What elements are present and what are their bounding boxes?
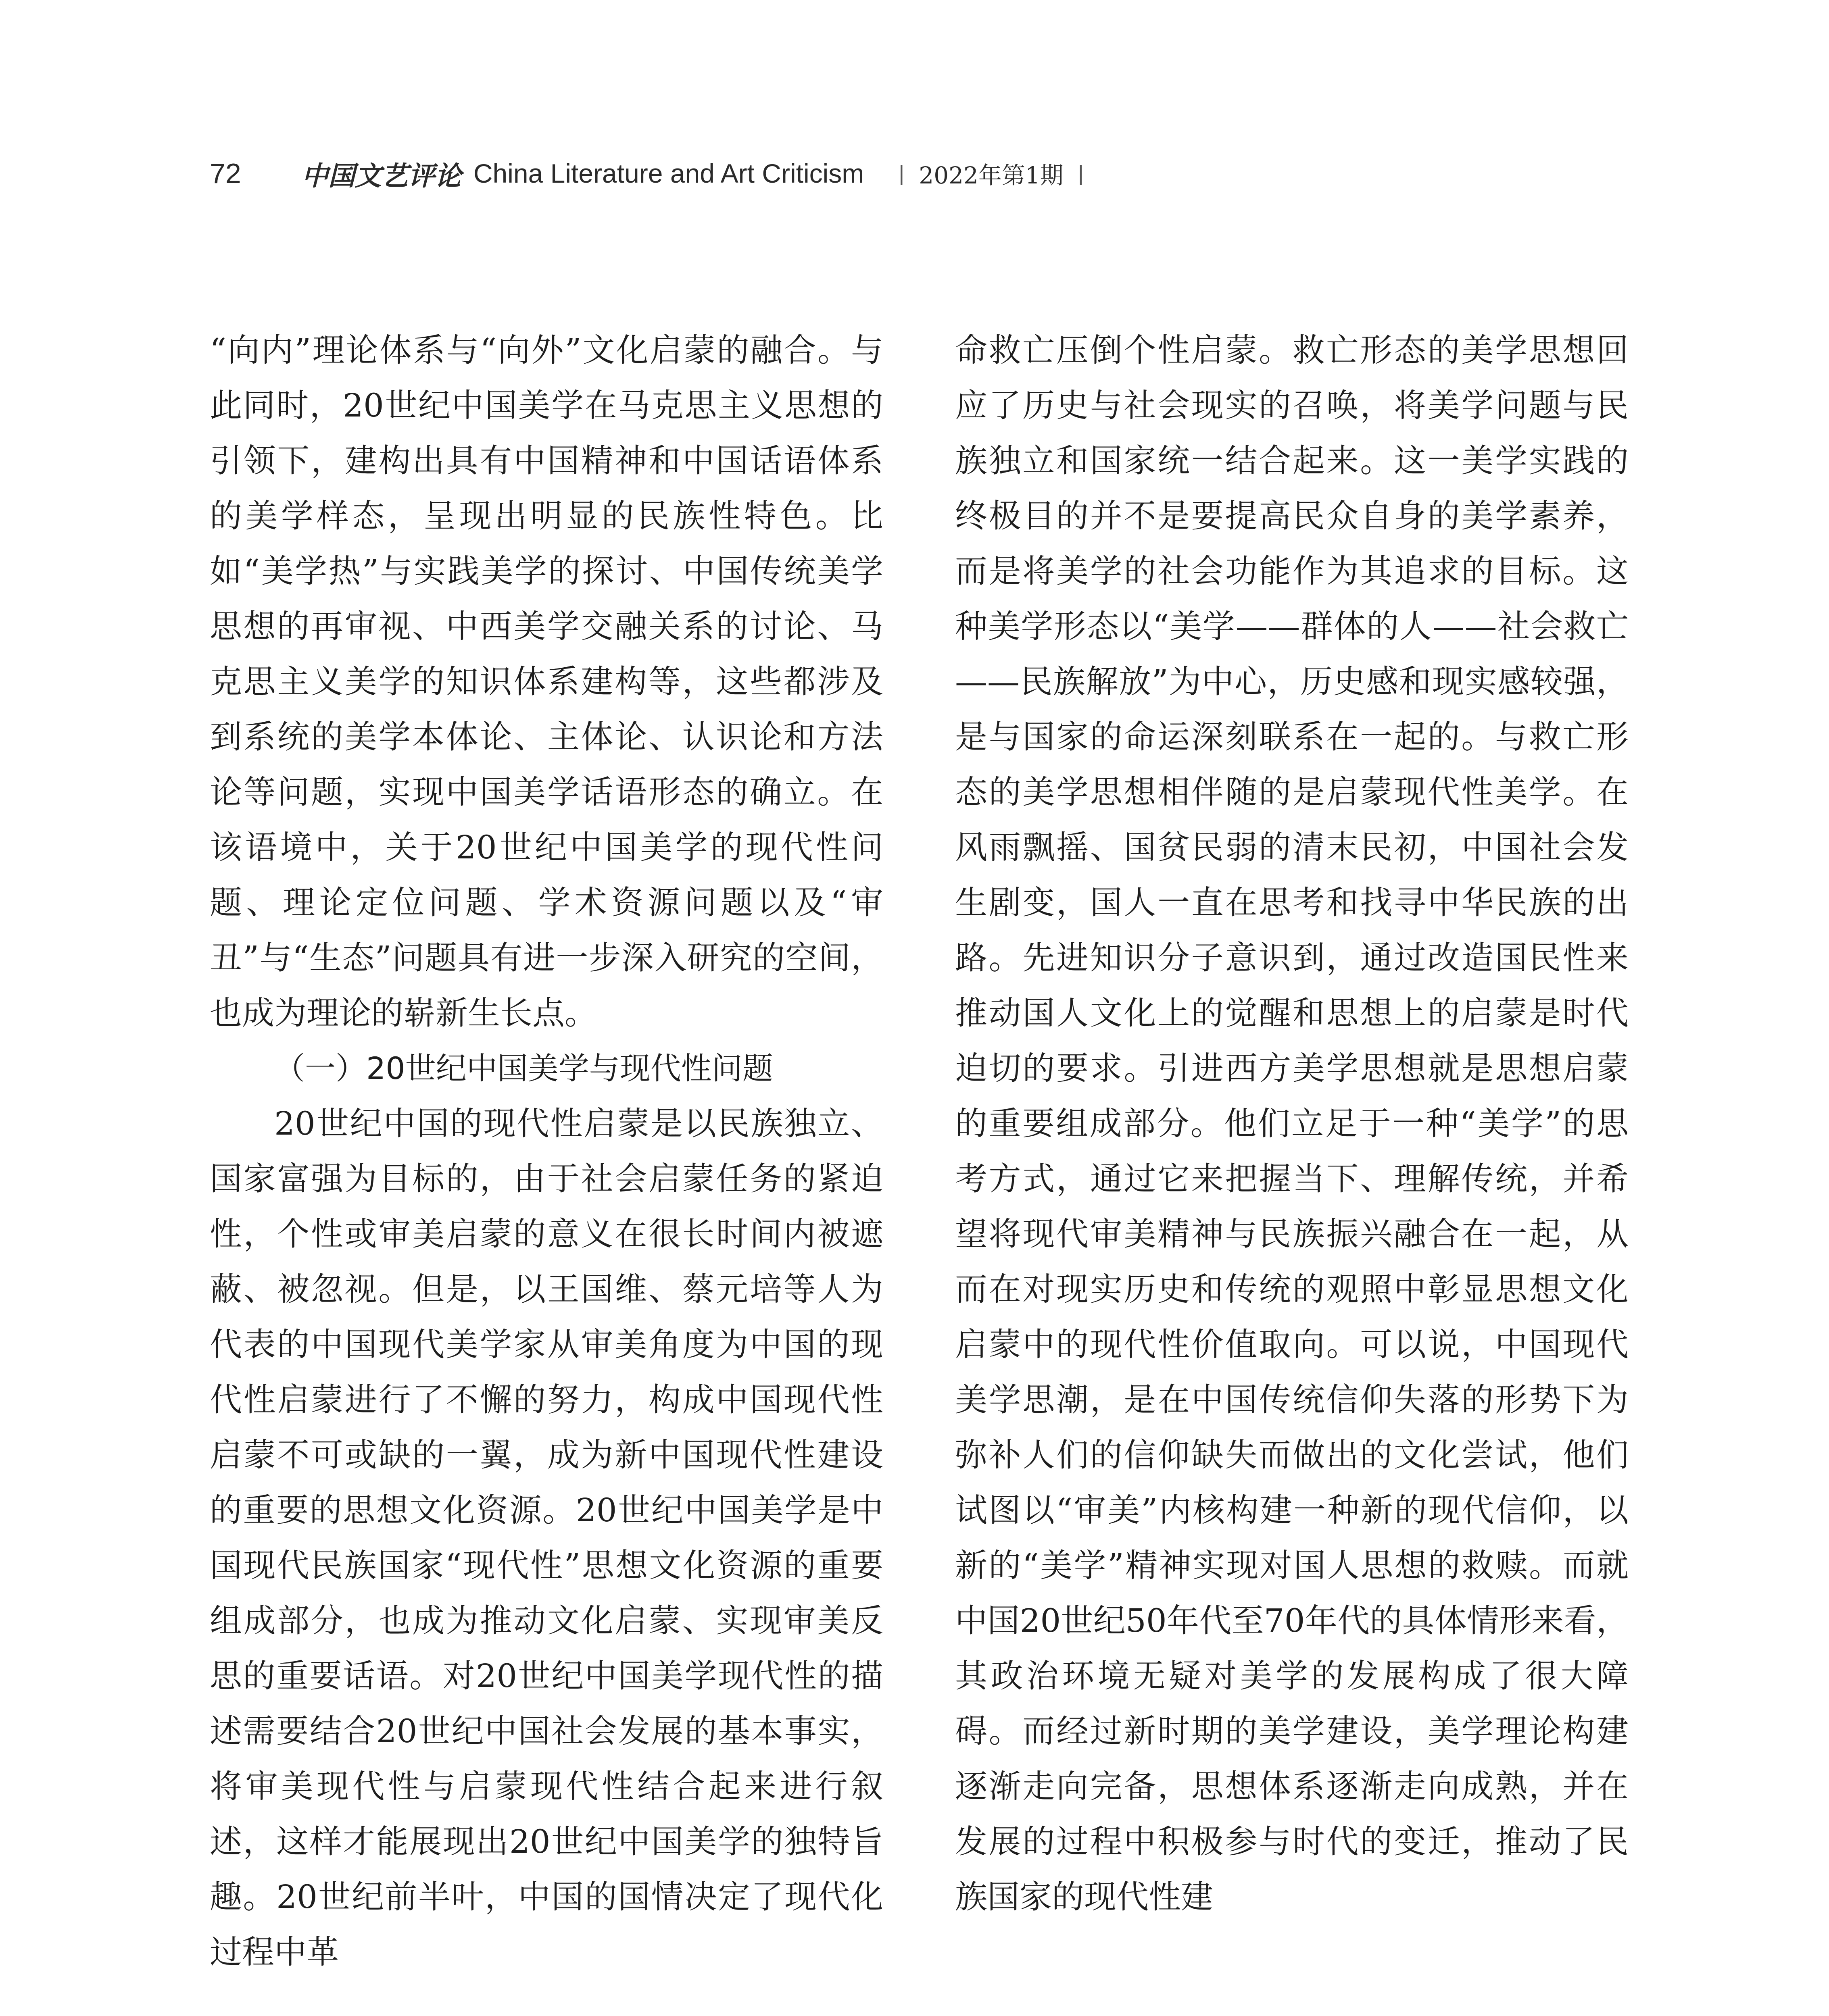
page-number: 72: [210, 158, 241, 189]
section-heading: （一）20世纪中国美学与现代性问题: [274, 1050, 773, 1086]
journal-title-english: China Literature and Art Criticism: [473, 158, 864, 188]
header-separator-end: |: [1078, 161, 1084, 185]
body-paragraph: 20世纪中国的现代性启蒙是以民族独立、国家富强为目标的，由于社会启蒙任务的紧迫性，个性或审美启蒙的意义在很长时间内被遮蔽、被忽视。但是，以王国维、蔡元培等人为代表的中国现代美学家从审美角度为中国的现代性启蒙进行了不懈的努力，构成中国现代性启蒙不可或缺的一翼，成为新中国现代性建设的重要的思想文化资源。20世纪中国美学是中国现代民族国家“现代性”思想文化资源的重要组成部分，也成为推动文化启蒙、实现审美反思的重要话语。对20世纪中国美学现代性的描述需要结合20世纪中国社会发展的基本事实，将审美现代性与启蒙现代性结合起来进行叙述，这样才能展现出20世纪中国美学的独特旨趣。20世纪前半叶，中国的国情决定了现代化过程中革: [210, 1105, 883, 1971]
body-paragraph: 命救亡压倒个性启蒙。救亡形态的美学思想回应了历史与社会现实的召唤，将美学问题与民族独立和国家统一结合起来。这一美学实践的终极目的并不是要提高民众自身的美学素养，而是将美学的社会功能作为其追求的目标。这种美学形态以“美学——群体的人——社会救亡——民族解放”为中心，历史感和现实感较强，是与国家的命运深刻联系在一起的。与救亡形态的美学思想相伴随的是启蒙现代性美学。在风雨飘摇、国贫民弱的清末民初，中国社会发生剧变，国人一直在思考和找寻中华民族的出路。先进知识分子意识到，通过改造国民性来推动国人文化上的觉醒和思想上的启蒙是时代迫切的要求。引进西方美学思想就是思想启蒙的重要组成部分。他们立足于一种“美学”的思考方式，通过它来把握当下、理解传统，并希望将现代审美精神与民族振兴融合在一起，从而在对现实历史和传统的观照中彰显思想文化启蒙中的现代性价值取向。可以说，中国现代美学思潮，是在中国传统信仰失落的形势下为弥补人们的信仰缺失而做出的文化尝试，他们试图以“审美”内核构建一种新的现代信仰，以新的“美学”精神实现对国人思想的救赎。而就中国20世纪50年代至70年代的具体情形来看，其政治环境无疑对美学的发展构成了很大障碍。而经过新时期的美学建设，美学理论构建逐渐走向完备，思想体系逐渐走向成熟，并在发展的过程中积极参与时代的变迁，推动了民族国家的现代性建: [955, 331, 1629, 1916]
right-column: [955, 323, 1629, 1924]
issue-label: 2022年第1期: [919, 162, 1064, 189]
page-header: [210, 149, 1098, 198]
journal-title-chinese: 中国文艺评论: [301, 160, 461, 192]
body-paragraph: “向内”理论体系与“向外”文化启蒙的融合。与此同时，20世纪中国美学在马克思主义思想的引领下，建构出具有中国精神和中国话语体系的美学样态，呈现出明显的民族性特色。比如“美学热”与实践美学的探讨、中国传统美学思想的再审视、中西美学交融关系的讨论、马克思主义美学的知识体系建构等，这些都涉及到系统的美学本体论、主体论、认识论和方法论等问题，实现中国美学话语形态的确立。在该语境中，关于20世纪中国美学的现代性问题、理论定位问题、学术资源问题以及“审丑”与“生态”问题具有进一步深入研究的空间，也成为理论的崭新生长点。: [210, 331, 883, 1032]
left-column: [210, 323, 883, 1980]
header-separator: |: [899, 161, 905, 185]
